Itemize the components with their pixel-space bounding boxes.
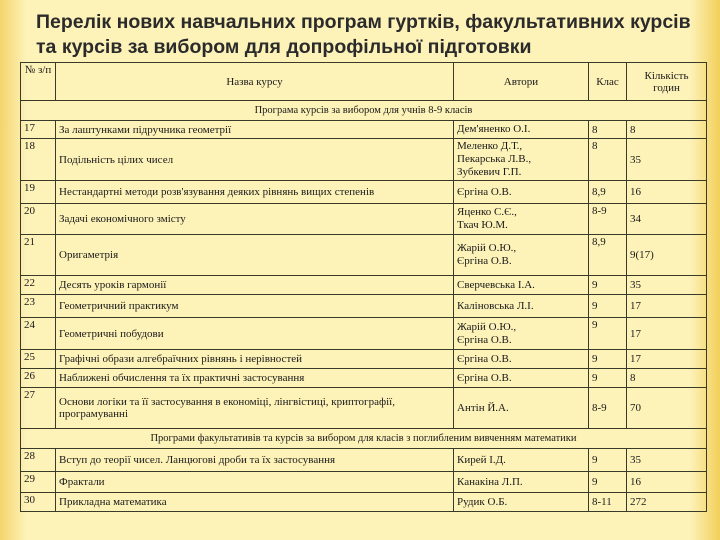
author-name: Жарій О.Ю.,: [457, 242, 517, 254]
table-row: [21, 449, 707, 472]
cell-authors: [454, 235, 589, 276]
cell-num: 29: [21, 472, 56, 493]
cell-num: 18: [21, 139, 56, 181]
cell-course: Основи логіки та її застосування в економіці, лінгвістиці, криптографії, програмуванні: [56, 388, 454, 429]
table-row: [21, 121, 707, 139]
cell-grade: 9: [589, 276, 627, 295]
cell-course: Геометричні побудови: [56, 318, 454, 350]
author-name: Зубкевич Г.П.: [457, 166, 522, 178]
author-name: Антін Й.А.: [457, 401, 509, 414]
cell-hours: 9(17): [627, 235, 707, 276]
cell-num: 26: [21, 369, 56, 388]
cell-num: 28: [21, 449, 56, 472]
cell-course: Вступ до теорії чисел. Ланцюгові дроби та їх застосування: [56, 449, 454, 472]
table-row: [21, 318, 707, 350]
cell-hours: 35: [627, 276, 707, 295]
cell-authors: [454, 276, 589, 295]
cell-num: 25: [21, 350, 56, 369]
cell-grade: 9: [589, 318, 627, 350]
author-name: Сверчевська І.А.: [457, 278, 535, 291]
author-name: Меленко Д.Т.,: [457, 140, 523, 152]
table-row: [21, 295, 707, 318]
author-name: Єргіна О.В.: [457, 185, 512, 198]
cell-grade: 9: [589, 295, 627, 318]
author-name: Єргіна О.В.: [457, 255, 512, 267]
cell-num: 22: [21, 276, 56, 295]
cell-authors: [454, 295, 589, 318]
cell-course: Графічні образи алгебраїчних рівнянь і нерівностей: [56, 350, 454, 369]
cell-hours: 35: [627, 449, 707, 472]
table-row: [21, 139, 707, 181]
cell-authors: [454, 350, 589, 369]
table-row: [21, 369, 707, 388]
cell-grade: 8,9: [589, 181, 627, 204]
table-row: [21, 472, 707, 493]
cell-course: Десять уроків гармонії: [56, 276, 454, 295]
section-title: Програма курсів за вибором для учнів 8-9 класів: [21, 101, 707, 121]
table-row: [21, 235, 707, 276]
cell-authors: [454, 181, 589, 204]
cell-hours: 35: [627, 139, 707, 181]
table-row: [21, 493, 707, 512]
cell-authors: [454, 139, 589, 181]
cell-authors: [454, 388, 589, 429]
cell-grade: 9: [589, 369, 627, 388]
author-name: Єргіна О.В.: [457, 371, 512, 384]
cell-course: Нестандартні методи розв'язування деяких рівнянь вищих степенів: [56, 181, 454, 204]
cell-hours: 8: [627, 369, 707, 388]
header-hours: Кількість годин: [627, 63, 707, 101]
cell-hours: 17: [627, 350, 707, 369]
section-title: Програми факультативів та курсів за вибором для класів з поглибленим вивченням математики: [21, 429, 707, 449]
cell-course: Наближені обчислення та їх практичні застосування: [56, 369, 454, 388]
cell-authors: [454, 318, 589, 350]
section-row: [21, 101, 707, 121]
author-name: Єргіна О.В.: [457, 333, 512, 346]
cell-hours: 34: [627, 204, 707, 235]
cell-course: Прикладна математика: [56, 493, 454, 512]
cell-course: За лаштунками підручника геометрії: [56, 121, 454, 139]
table-row: [21, 204, 707, 235]
cell-grade: 8: [589, 139, 627, 181]
cell-num: 17: [21, 121, 56, 139]
cell-num: 20: [21, 204, 56, 235]
cell-authors: [454, 449, 589, 472]
programs-table: [20, 62, 707, 512]
cell-course: Подільність цілих чисел: [56, 139, 454, 181]
author-name: Канакіна Л.П.: [457, 475, 523, 488]
cell-course: Фрактали: [56, 472, 454, 493]
table-row: [21, 350, 707, 369]
cell-hours: 17: [627, 318, 707, 350]
header-course: Назва курсу: [56, 63, 454, 101]
cell-hours: 70: [627, 388, 707, 429]
slide-title: Перелік нових навчальних програм гуртків, факультативних курсів та курсів за вибором для допрофільної підготовки: [36, 11, 691, 58]
cell-grade: 9: [589, 449, 627, 472]
author-name: Жарій О.Ю.,: [457, 320, 517, 333]
cell-course: Задачі економічного змісту: [56, 204, 454, 235]
cell-num: 24: [21, 318, 56, 350]
cell-course: Геометричний практикум: [56, 295, 454, 318]
cell-authors: [454, 204, 589, 235]
table-row: [21, 181, 707, 204]
cell-grade: 8,9: [589, 235, 627, 276]
author-name: Яценко С.Є.,: [457, 206, 517, 218]
author-name: Кирей І.Д.: [457, 453, 506, 466]
cell-num: 27: [21, 388, 56, 429]
cell-hours: 16: [627, 181, 707, 204]
cell-grade: 8: [589, 121, 627, 139]
cell-authors: [454, 493, 589, 512]
cell-hours: 8: [627, 121, 707, 139]
author-name: Пекарська Л.В.,: [457, 153, 532, 165]
cell-authors: [454, 121, 589, 139]
cell-num: 21: [21, 235, 56, 276]
author-name: Ткач Ю.М.: [457, 219, 508, 231]
table-row: [21, 276, 707, 295]
cell-grade: 8-9: [589, 388, 627, 429]
header-row: [21, 63, 707, 101]
author-name: Рудик О.Б.: [457, 495, 508, 508]
table-body: [21, 101, 707, 512]
cell-num: 30: [21, 493, 56, 512]
author-name: Каліновська Л.І.: [457, 299, 534, 312]
author-name: Єргіна О.В.: [457, 352, 512, 365]
cell-num: 19: [21, 181, 56, 204]
cell-hours: 16: [627, 472, 707, 493]
cell-hours: 272: [627, 493, 707, 512]
cell-grade: 9: [589, 350, 627, 369]
header-authors: Автори: [454, 63, 589, 101]
header-num: № з/п: [21, 63, 56, 101]
cell-hours: 17: [627, 295, 707, 318]
table-row: [21, 388, 707, 429]
author-name: Дем'яненко О.І.: [457, 123, 531, 135]
cell-grade: 8-9: [589, 204, 627, 235]
cell-course: Оригаметрія: [56, 235, 454, 276]
section-row: [21, 429, 707, 449]
cell-authors: [454, 369, 589, 388]
cell-authors: [454, 472, 589, 493]
cell-num: 23: [21, 295, 56, 318]
header-grade: Клас: [589, 63, 627, 101]
cell-grade: 8-11: [589, 493, 627, 512]
cell-grade: 9: [589, 472, 627, 493]
